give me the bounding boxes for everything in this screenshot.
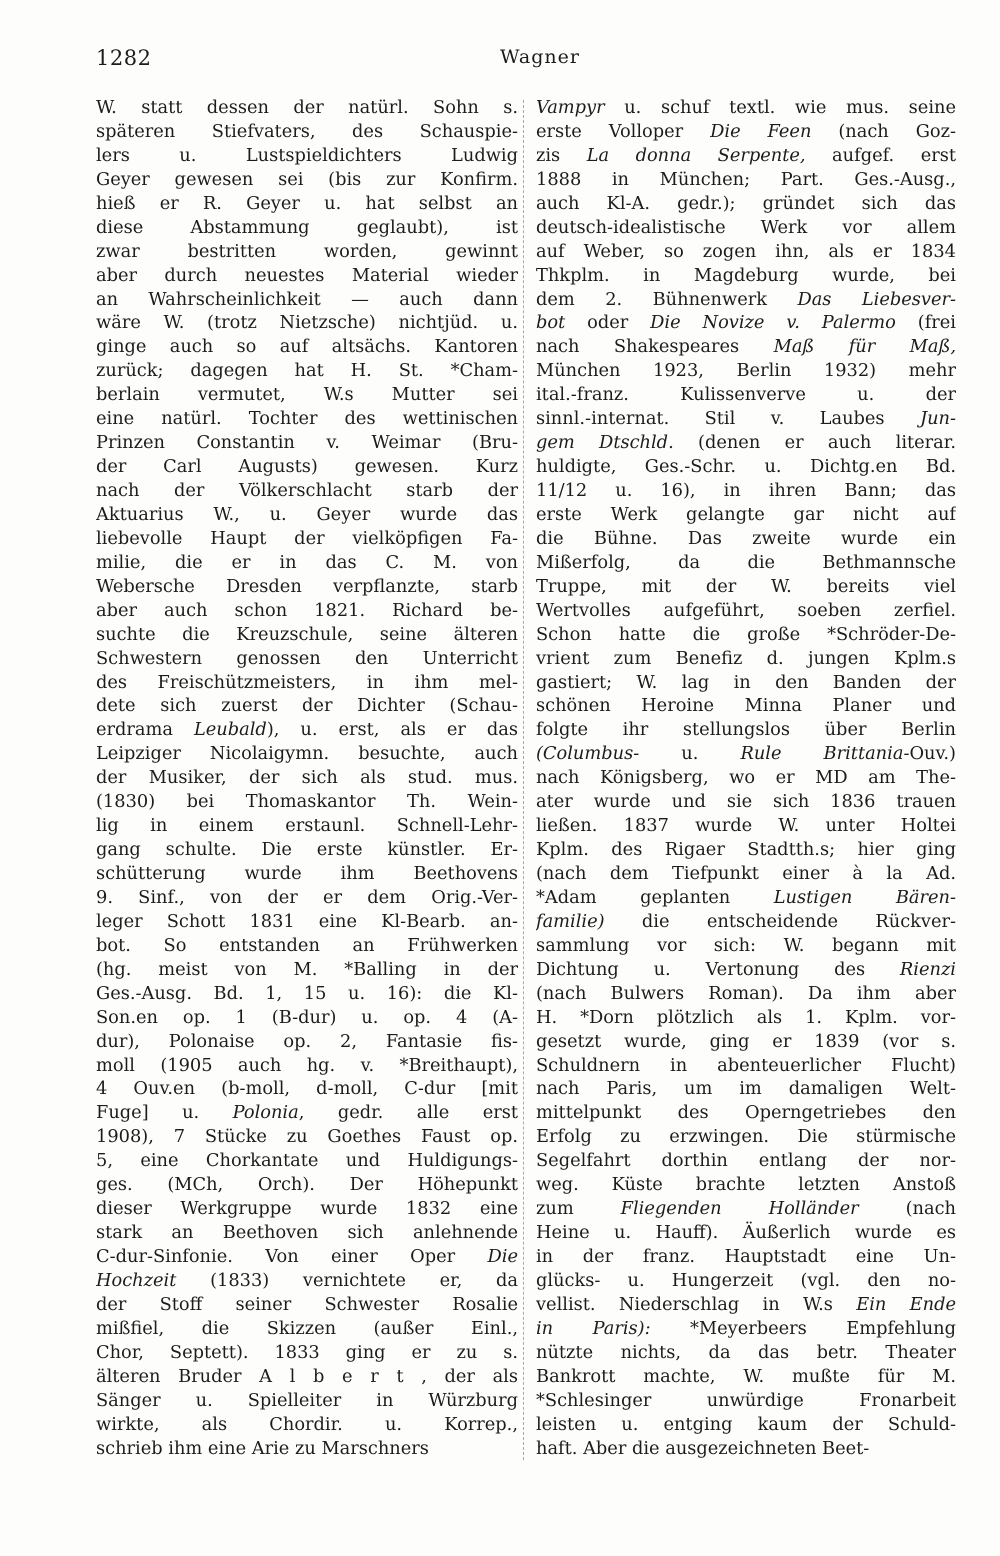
text-line: (1830) bei Thomaskantor Th. Wein- bbox=[96, 791, 518, 813]
text-line: älteren Bruder A l b e r t , der als bbox=[96, 1365, 518, 1387]
text-line: späteren Stiefvaters, des Schauspie- bbox=[96, 120, 518, 142]
text-line: München 1923, Berlin 1932) mehr bbox=[536, 360, 956, 382]
text-line: nützte nichts, da das betr. Theater bbox=[536, 1341, 956, 1363]
text-line: erste Volloper Die Feen (nach Goz- bbox=[536, 120, 956, 142]
text-line: 1888 in München; Part. Ges.-Ausg., bbox=[536, 168, 956, 190]
text-line: hieß er R. Geyer u. hat selbst an bbox=[96, 192, 518, 214]
text-line: H. *Dorn plötzlich als 1. Kplm. vor- bbox=[536, 1006, 956, 1028]
text-line: zis La donna Serpente, aufgef. erst bbox=[536, 144, 956, 166]
right-column bbox=[536, 96, 956, 1460]
text-line: diese Abstammung geglaubt), ist bbox=[96, 216, 518, 238]
text-line: auch Kl-A. gedr.); gründet sich das bbox=[536, 192, 956, 214]
text-line: *Schlesinger unwürdige Fronarbeit bbox=[536, 1389, 956, 1411]
text-line: in der franz. Hauptstadt eine Un- bbox=[536, 1246, 956, 1267]
text-line: suchte die Kreuzschule, seine älteren bbox=[96, 623, 518, 645]
text-line: Heine u. Hauff). Äußerlich wurde es bbox=[536, 1222, 956, 1244]
text-line: huldigte, Ges.-Schr. u. Dichtg.en Bd. bbox=[536, 456, 956, 478]
text-line: 5, eine Chorkantate und Huldigungs- bbox=[96, 1150, 518, 1172]
text-line: bot oder Die Novize v. Palermo (frei bbox=[536, 312, 956, 334]
running-head: Wagner bbox=[500, 46, 580, 68]
text-line: Erfolg zu erzwingen. Die stürmische bbox=[536, 1126, 956, 1148]
text-line: ginge auch so auf altsächs. Kantoren bbox=[96, 336, 518, 358]
text-line: W. statt dessen der natürl. Sohn s. bbox=[96, 97, 518, 118]
text-line: stark an Beethoven sich anlehnende bbox=[96, 1222, 518, 1244]
text-line: 9. Sinf., von der er dem Orig.-Ver- bbox=[96, 886, 518, 908]
text-line: gang schulte. Die erste künstler. Er- bbox=[96, 839, 518, 861]
text-line: deutsch-idealistische Werk vor allem bbox=[536, 216, 956, 238]
text-line: weg. Küste brachte letzten Anstoß bbox=[536, 1174, 956, 1196]
text-line: *Adam geplanten Lustigen Bären- bbox=[536, 886, 956, 908]
text-line: auf Weber, so zogen ihn, als er 1834 bbox=[536, 240, 956, 262]
text-line: zwar bestritten worden, gewinnt bbox=[96, 240, 518, 262]
text-line: bot. So entstanden an Frühwerken bbox=[96, 934, 518, 956]
text-line: an Wahrscheinlichkeit — auch dann bbox=[96, 288, 518, 310]
text-line: ges. (MCh, Orch). Der Höhepunkt bbox=[96, 1174, 518, 1196]
text-line: berlain vermutet, W.s Mutter sei bbox=[96, 384, 518, 406]
text-line: (Columbus- u. Rule Brittania-Ouv.) bbox=[536, 743, 956, 765]
text-line: leisten u. entging kaum der Schuld- bbox=[536, 1413, 956, 1435]
text-line: (nach dem Tiefpunkt einer à la Ad. bbox=[536, 863, 956, 884]
text-line: erdrama Leubald), u. erst, als er das bbox=[96, 719, 518, 741]
text-line: Webersche Dresden verpflanzte, starb bbox=[96, 575, 518, 597]
text-line: Geyer gewesen sei (bis zur Konfirm. bbox=[96, 168, 518, 190]
text-line: erste Werk gelangte gar nicht auf bbox=[536, 503, 956, 525]
text-line: Truppe, mit der W. bereits viel bbox=[536, 575, 956, 597]
column-divider bbox=[523, 100, 524, 1460]
text-line: gastiert; W. lag in den Banden der bbox=[536, 671, 956, 693]
text-line: der Musiker, der sich als stud. mus. bbox=[96, 767, 518, 789]
text-line: mittelpunkt des Operngetriebes den bbox=[536, 1102, 956, 1124]
text-line: 11/12 u. 16), in ihren Bann; das bbox=[536, 480, 956, 501]
text-line: wirkte, als Chordir. u. Korrep., bbox=[96, 1413, 518, 1435]
text-line: nach Paris, um im damaligen Welt- bbox=[536, 1078, 956, 1100]
page-number: 1282 bbox=[96, 46, 152, 70]
text-line: C-dur-Sinfonie. Von einer Oper Die bbox=[96, 1246, 518, 1267]
text-line: gesetzt wurde, ging er 1839 (vor s. bbox=[536, 1030, 956, 1052]
text-line: (hg. meist von M. *Balling in der bbox=[96, 958, 518, 980]
text-line: schütterung wurde ihm Beethovens bbox=[96, 863, 518, 884]
text-line: liebevolle Haupt der vielköpfigen Fa- bbox=[96, 527, 518, 549]
text-line: dur), Polonaise op. 2, Fantasie fis- bbox=[96, 1030, 518, 1052]
text-line: eine natürl. Tochter des wettinischen bbox=[96, 408, 518, 430]
text-line: zurück; dagegen hat H. St. *Cham- bbox=[96, 360, 518, 382]
text-line: aber auch schon 1821. Richard be- bbox=[96, 599, 518, 621]
text-line: sammlung vor sich: W. begann mit bbox=[536, 934, 956, 956]
text-line: Chor, Septett). 1833 ging er zu s. bbox=[96, 1341, 518, 1363]
text-line: haft. Aber die ausgezeichneten Beet- bbox=[536, 1437, 870, 1459]
text-line: ital.-franz. Kulissenverve u. der bbox=[536, 384, 956, 406]
text-line: Leipziger Nicolaigymn. besuchte, auch bbox=[96, 743, 518, 765]
text-line: schönen Heroine Minna Planer und bbox=[536, 695, 956, 717]
text-line: moll (1905 auch hg. v. *Breithaupt), bbox=[96, 1054, 518, 1076]
text-line: Kplm. des Rigaer Stadtth.s; hier ging bbox=[536, 839, 956, 861]
text-line: Schuldnern in abenteuerlicher Flucht) bbox=[536, 1054, 956, 1076]
text-line: gem Dtschld. (denen er auch literar. bbox=[536, 432, 956, 454]
text-line: die Bühne. Das zweite wurde ein bbox=[536, 527, 956, 549]
text-line: Vampyr u. schuf textl. wie mus. seine bbox=[536, 97, 956, 118]
text-line: leger Schott 1831 eine Kl-Bearb. an- bbox=[96, 910, 518, 932]
text-line: schrieb ihm eine Arie zu Marschners bbox=[96, 1437, 429, 1459]
text-line: glücks- u. Hungerzeit (vgl. den no- bbox=[536, 1269, 956, 1291]
text-line: (nach Bulwers Roman). Da ihm aber bbox=[536, 982, 956, 1004]
text-line: Son.en op. 1 (B-dur) u. op. 4 (A- bbox=[96, 1006, 518, 1028]
text-line: ließen. 1837 wurde W. unter Holtei bbox=[536, 815, 956, 837]
text-line: Bankrott machte, W. mußte für M. bbox=[536, 1365, 956, 1387]
text-line: Aktuarius W., u. Geyer wurde das bbox=[96, 503, 518, 525]
text-line: Dichtung u. Vertonung des Rienzi bbox=[536, 958, 956, 980]
text-line: mißfiel, die Skizzen (außer Einl., bbox=[96, 1317, 518, 1339]
text-line: des Freischützmeisters, in ihm mel- bbox=[96, 671, 518, 693]
text-line: Mißerfolg, da die Bethmannsche bbox=[536, 551, 956, 573]
text-line: in Paris): *Meyerbeers Empfehlung bbox=[536, 1317, 956, 1339]
text-line: Prinzen Constantin v. Weimar (Bru- bbox=[96, 432, 518, 454]
text-line: dem 2. Bühnenwerk Das Liebesver- bbox=[536, 288, 956, 310]
text-line: nach Königsberg, wo er MD am The- bbox=[536, 767, 956, 789]
text-line: dieser Werkgruppe wurde 1832 eine bbox=[96, 1198, 518, 1220]
text-line: vellist. Niederschlag in W.s Ein Ende bbox=[536, 1293, 956, 1315]
text-line: Wertvolles aufgeführt, soeben zerfiel. bbox=[536, 599, 956, 621]
text-line: Thkplm. in Magdeburg wurde, bei bbox=[536, 264, 956, 286]
text-line: zum Fliegenden Holländer (nach bbox=[536, 1198, 956, 1220]
text-line: Schwestern genossen den Unterricht bbox=[96, 647, 518, 669]
text-line: sinnl.-internat. Stil v. Laubes Jun- bbox=[536, 408, 956, 430]
text-line: Ges.-Ausg. Bd. 1, 15 u. 16): die Kl- bbox=[96, 982, 518, 1004]
text-line: folgte ihr stellungslos über Berlin bbox=[536, 719, 956, 741]
text-line: Hochzeit (1833) vernichtete er, da bbox=[96, 1269, 518, 1291]
text-line: Sänger u. Spielleiter in Würzburg bbox=[96, 1389, 518, 1411]
text-line: nach Shakespeares Maß für Maß, bbox=[536, 336, 956, 358]
text-line: Segelfahrt dorthin entlang der nor- bbox=[536, 1150, 956, 1172]
text-line: der Carl Augusts) gewesen. Kurz bbox=[96, 456, 518, 478]
text-line: lers u. Lustspieldichters Ludwig bbox=[96, 144, 518, 166]
text-line: 1908), 7 Stücke zu Goethes Faust op. bbox=[96, 1126, 518, 1148]
text-line: dete sich zuerst der Dichter (Schau- bbox=[96, 695, 518, 717]
text-line: Fuge] u. Polonia, gedr. alle erst bbox=[96, 1102, 518, 1124]
text-line: lig in einem erstaunl. Schnell-Lehr- bbox=[96, 815, 518, 837]
text-line: vrient zum Benefiz d. jungen Kplm.s bbox=[536, 647, 956, 669]
text-line: aber durch neuestes Material wieder bbox=[96, 264, 518, 286]
text-line: wäre W. (trotz Nietzsche) nichtjüd. u. bbox=[96, 312, 518, 334]
text-line: Schon hatte die große *Schröder-De- bbox=[536, 623, 956, 645]
text-line: familie) die entscheidende Rückver- bbox=[536, 910, 956, 932]
text-line: 4 Ouv.en (b-moll, d-moll, C-dur [mit bbox=[96, 1078, 518, 1100]
text-line: nach der Völkerschlacht starb der bbox=[96, 480, 518, 501]
text-line: ater wurde und sie sich 1836 trauen bbox=[536, 791, 956, 813]
text-line: milie, die er in das C. M. von bbox=[96, 551, 518, 573]
left-column bbox=[96, 96, 518, 1460]
text-line: der Stoff seiner Schwester Rosalie bbox=[96, 1293, 518, 1315]
